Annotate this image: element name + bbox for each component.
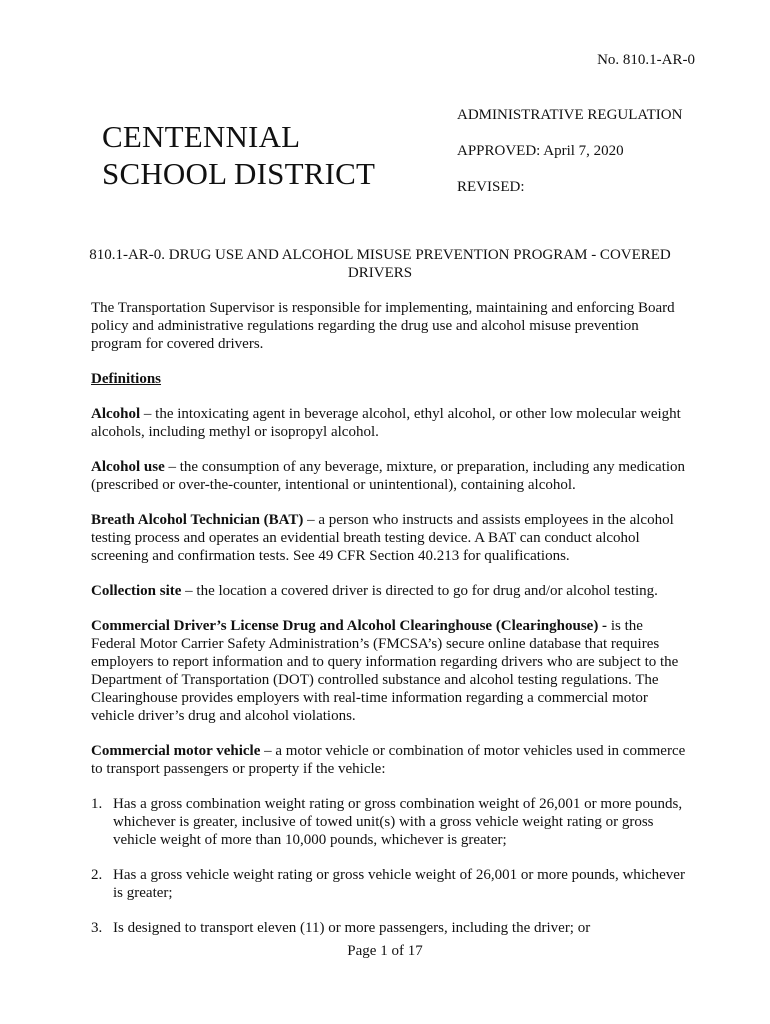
definition-term: Breath Alcohol Technician (BAT) <box>91 512 304 528</box>
definition-commercial-motor-vehicle <box>91 742 691 778</box>
definition-alcohol <box>91 405 691 441</box>
definition-term: Alcohol <box>91 406 141 422</box>
document-body <box>91 299 691 954</box>
definition-text: – the intoxicating agent in beverage alcohol, ethyl alcohol, or other low molecular weight alcohols, including methyl or isopropyl alcohol. <box>91 406 681 440</box>
document-title: 810.1-AR-0. DRUG USE AND ALCOHOL MISUSE PREVENTION PROGRAM - COVERED DRIVERS <box>89 247 671 281</box>
definition-text: is the Federal Motor Carrier Safety Administration’s (FMCSA’s) secure online database that requires employers to report information and to query information regarding drivers who are subject to the Department of Transportation (DOT) controlled substance and alcohol testing regulations. The Clearinghouse provides employers with real-time information regarding a commercial motor vehicle driver’s drug and alcohol violations. <box>91 618 679 724</box>
list-item <box>91 795 691 849</box>
district-name <box>102 118 375 192</box>
list-number: 3. <box>91 920 103 936</box>
intro-paragraph: The Transportation Supervisor is responsible for implementing, maintaining and enforcing Board policy and administrative regulations regarding the drug use and alcohol misuse prevention program for covered drivers. <box>91 300 675 352</box>
regulation-type: ADMINISTRATIVE REGULATION <box>457 107 683 123</box>
list-number: 2. <box>91 867 103 883</box>
regulation-info <box>457 106 682 214</box>
definition-text: – the location a covered driver is directed to go for drug and/or alcohol testing. <box>181 583 658 599</box>
definition-term: Collection site <box>91 583 182 599</box>
definition-alcohol-use <box>91 458 691 494</box>
list-text: Has a gross combination weight rating or gross combination weight of 26,001 or more pounds, whichever is greater, inclusive of towed unit(s) with a gross vehicle weight rating or gross vehicle weight of more than 10,000 pounds, whichever is greater; <box>113 796 683 848</box>
definition-text: – a motor vehicle or combination of motor vehicles used in commerce to transport passengers or property if the vehicle: <box>91 743 686 777</box>
definition-clearinghouse <box>91 617 691 725</box>
district-name-line1: CENTENNIAL <box>102 119 301 154</box>
list-text: Is designed to transport eleven (11) or more passengers, including the driver; or <box>113 920 591 936</box>
document-number: No. 810.1-AR-0 <box>597 52 695 68</box>
list-item <box>91 866 691 902</box>
definition-bat <box>91 511 691 565</box>
definition-term: Commercial Driver’s License Drug and Alcohol Clearinghouse (Clearinghouse) - <box>91 618 608 634</box>
revised-date: REVISED: <box>457 179 525 195</box>
page-footer: Page 1 of 17 <box>347 943 423 959</box>
definitions-heading: Definitions <box>91 371 162 387</box>
cmv-criteria-list <box>91 795 691 937</box>
definition-term: Commercial motor vehicle <box>91 743 261 759</box>
definition-text: – the consumption of any beverage, mixture, or preparation, including any medication (prescribed or over-the-counter, intentional or unintentional), containing alcohol. <box>91 459 686 493</box>
approved-date: APPROVED: April 7, 2020 <box>457 143 624 159</box>
list-item <box>91 919 691 937</box>
definition-text: – a person who instructs and assists employees in the alcohol testing process and operates an evidential breath testing device. A BAT can conduct alcohol screening and confirmation tests. See 49 CFR Section 40.213 for qualifications. <box>91 512 674 564</box>
district-name-line2: SCHOOL DISTRICT <box>102 156 376 191</box>
definition-collection-site <box>91 582 691 600</box>
list-text: Has a gross vehicle weight rating or gross vehicle weight of 26,001 or more pounds, whichever is greater; <box>113 867 685 901</box>
definition-term: Alcohol use <box>91 459 165 475</box>
list-number: 1. <box>91 796 103 812</box>
